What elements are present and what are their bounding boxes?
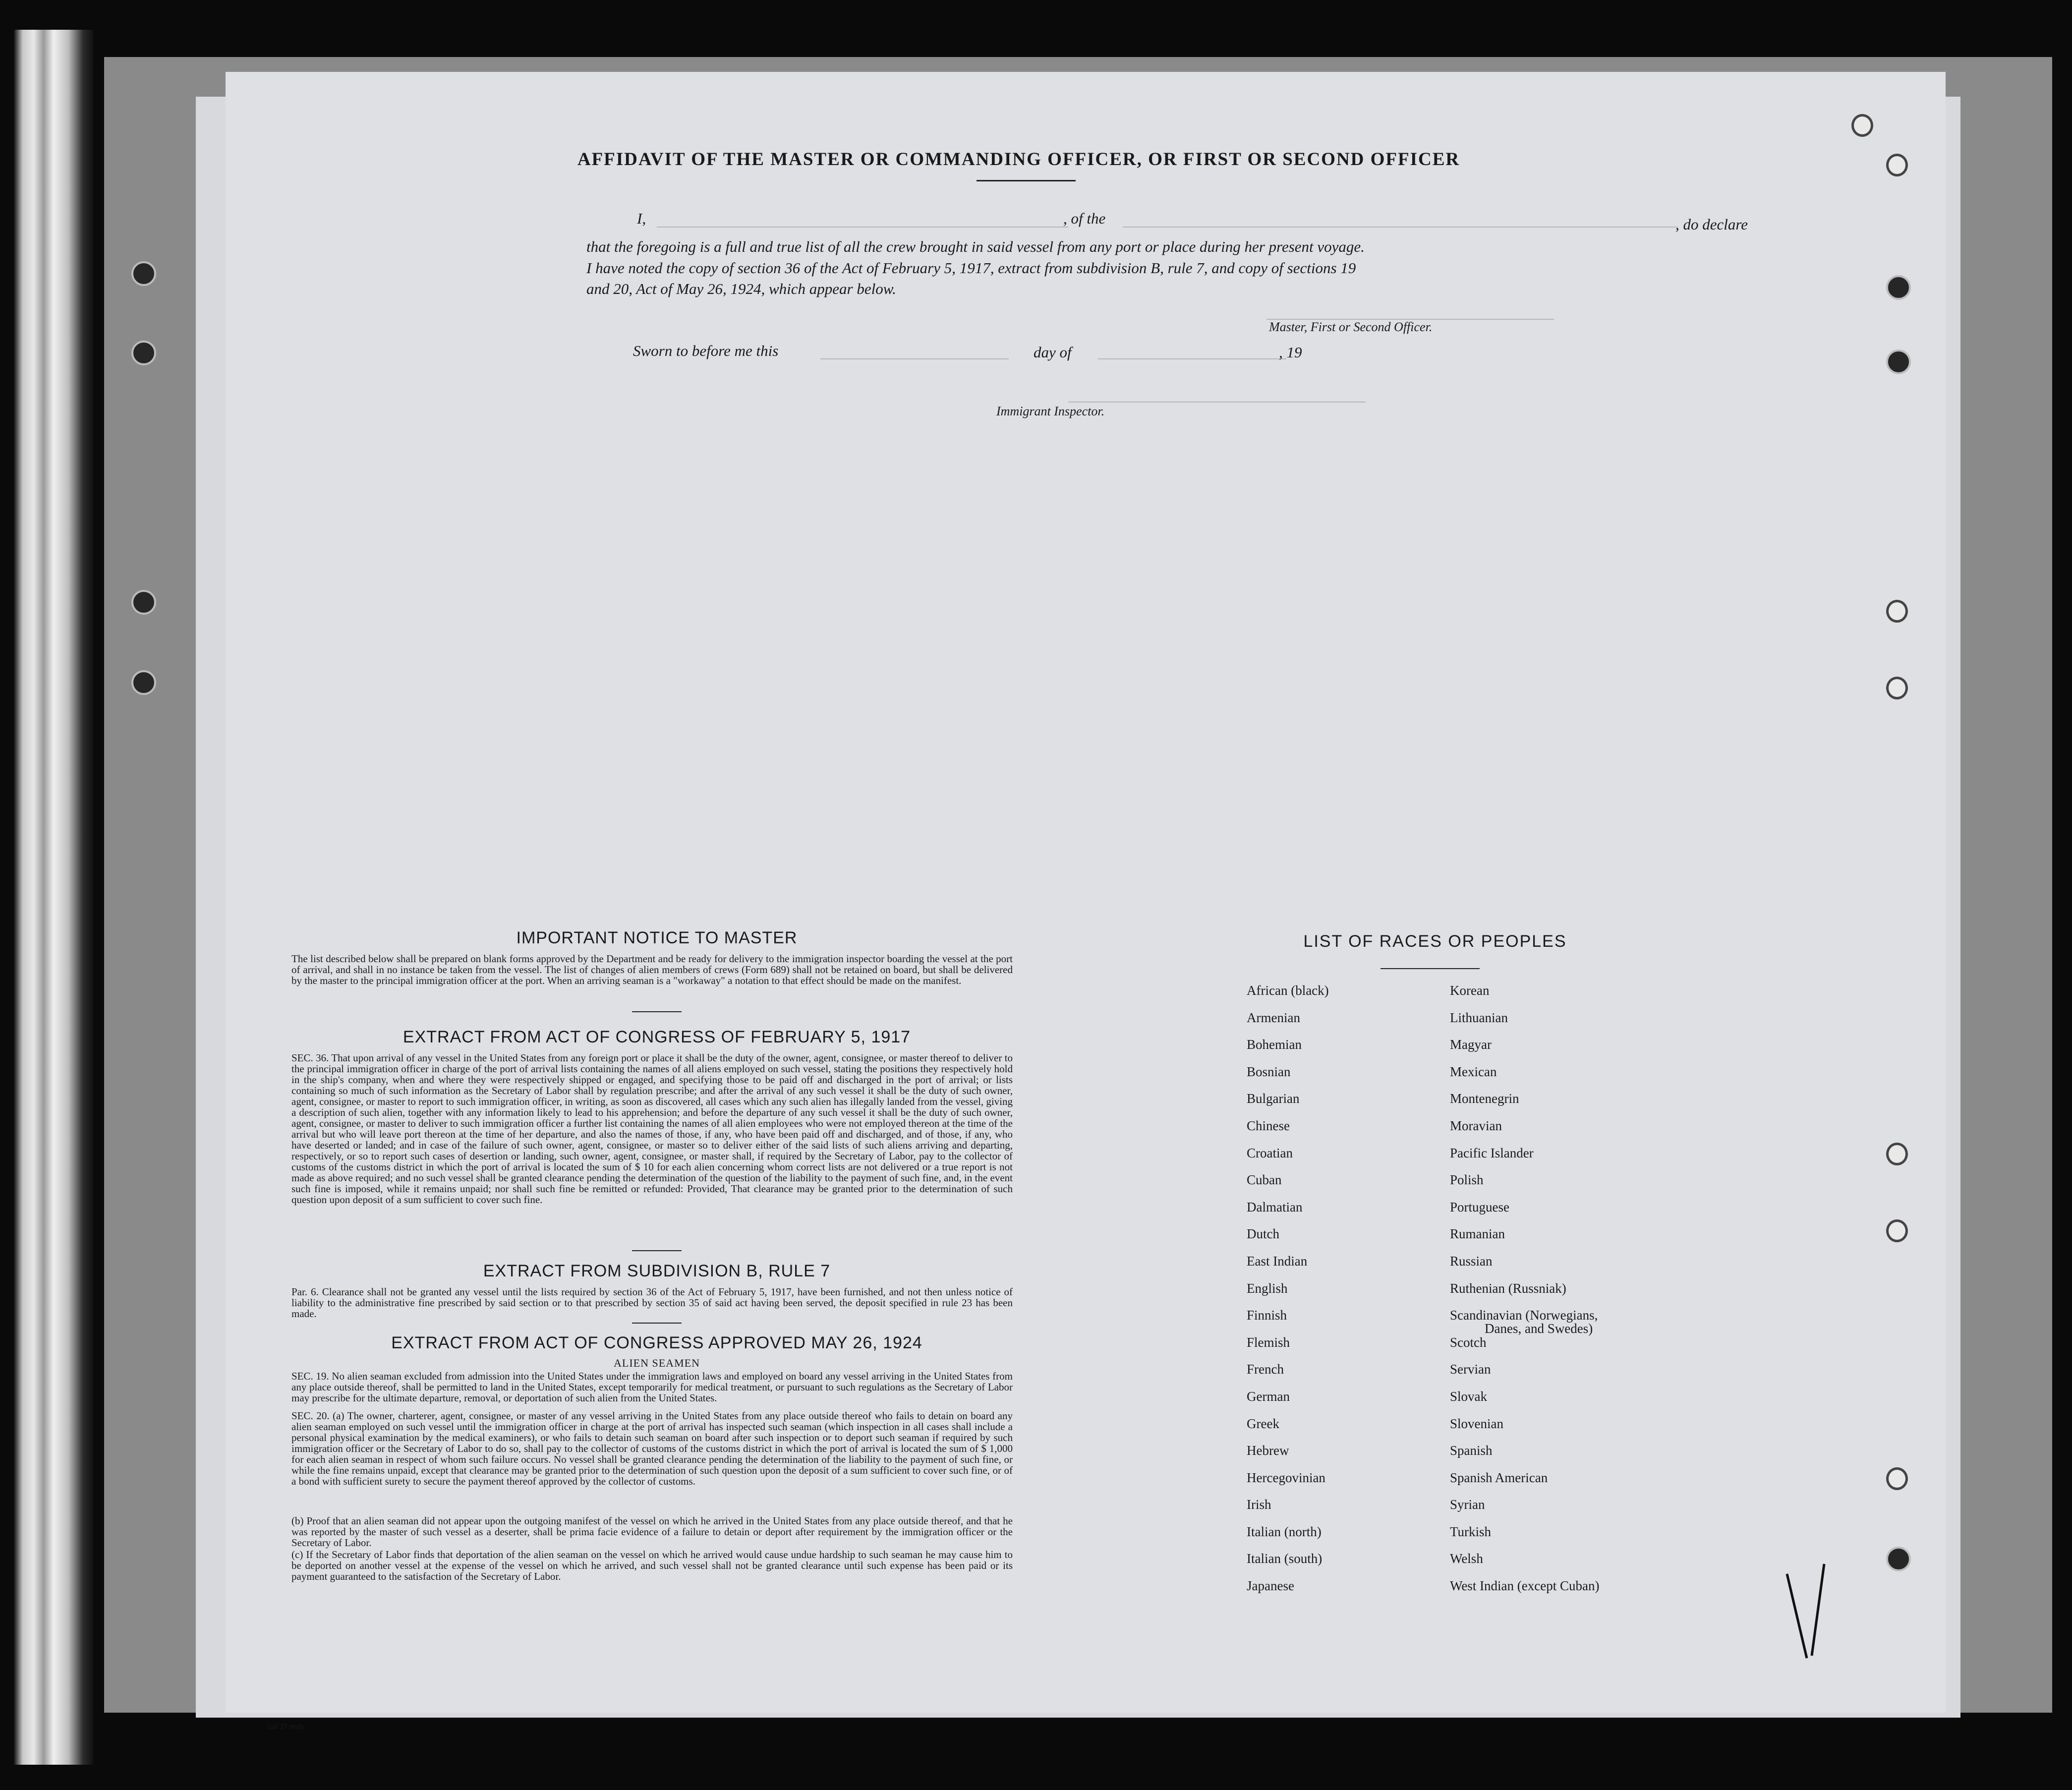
affidavit-title: AFFIDAVIT OF THE MASTER OR COMMANDING OFFICER, OR FIRST OR SECOND OFFICER bbox=[577, 149, 1460, 170]
race-item: West Indian (except Cuban) bbox=[1450, 1578, 1600, 1594]
race-item: Dutch bbox=[1247, 1226, 1279, 1242]
inspector-label: Immigrant Inspector. bbox=[996, 404, 1105, 418]
binder-hole bbox=[131, 341, 156, 365]
race-item: Irish bbox=[1247, 1497, 1271, 1512]
race-item: Bohemian bbox=[1247, 1037, 1302, 1052]
race-item: Portuguese bbox=[1450, 1199, 1509, 1214]
form-code: caf 37 vmb. bbox=[268, 1723, 305, 1731]
affidavit-line3: and 20, Act of May 26, 1924, which appear below. bbox=[586, 280, 896, 297]
race-item: Spanish American bbox=[1450, 1470, 1548, 1485]
race-item: Syrian bbox=[1450, 1497, 1485, 1512]
race-item: Armenian bbox=[1247, 1010, 1300, 1025]
affidavit-i: I, bbox=[637, 210, 646, 227]
race-item: Korean bbox=[1450, 983, 1490, 998]
sworn-text: Sworn to before me this bbox=[633, 342, 779, 359]
punch-hole bbox=[1886, 600, 1908, 623]
race-item: Slovenian bbox=[1450, 1416, 1503, 1431]
race-item: English bbox=[1247, 1280, 1288, 1296]
year-prefix: , 19 bbox=[1279, 344, 1302, 361]
punch-hole bbox=[1886, 1219, 1908, 1242]
sec20a-text: SEC. 20. (a) The owner, charterer, agent, consignee, or master of any vessel arriving in the United States from any place outside thereof who fails to detain on board any alien seaman employed on such vessel until the immigration officer in charge at the port of arrival has inspected such seaman (which inspection in all cases shall include a personal physical examination by the medical examiners), or who fails to detain such seaman on board after such inspection or to deport such seaman if required by such immigration officer or the Secretary of Labor to do so, shall pay to the collector of customs of the customs district in which the port of arrival is located the sum of $ 1,000 for each alien seaman in respect of whom such failure occurs. No vessel shall be granted clearance pending the determination of the liability to the payment of such fine, or while the fine remains unpaid, except that clearance may be granted prior to the determination of such question upon the deposit of a sum sufficient to cover such fine, or of a bond with sufficient surety to secure the payment thereof approved by the collector of customs. bbox=[291, 1410, 1013, 1487]
race-item: Bosnian bbox=[1247, 1064, 1291, 1079]
divider bbox=[632, 1011, 682, 1012]
races-column-2 bbox=[1450, 983, 1599, 1606]
race-item-continuation-text: Danes, and Swedes) bbox=[1485, 1321, 1593, 1336]
races-rule bbox=[1381, 968, 1480, 969]
race-item: Finnish bbox=[1247, 1308, 1287, 1323]
race-item: Welsh bbox=[1450, 1551, 1483, 1566]
sec19-text: SEC. 19. No alien seaman excluded from admission into the United States under the immigration laws and employed on board any vessel arriving in the United States from any place outside thereof, shall be permitted to land in the United States, except temporarily for medical treatment, or pursuant to such regulations as the Secretary of Labor may prescribe for the ultimate departure, removal, or deportation of such alien from the United States. bbox=[291, 1370, 1013, 1404]
race-item: German bbox=[1247, 1388, 1290, 1404]
race-item: Bulgarian bbox=[1247, 1091, 1300, 1106]
race-item: Dalmatian bbox=[1247, 1199, 1303, 1214]
punch-hole bbox=[1886, 349, 1911, 374]
race-item: Mexican bbox=[1450, 1064, 1497, 1079]
punch-hole bbox=[1886, 1143, 1908, 1165]
race-item: Chinese bbox=[1247, 1118, 1290, 1133]
notice-title: IMPORTANT NOTICE TO MASTER bbox=[516, 928, 798, 947]
race-item: African (black) bbox=[1247, 983, 1329, 998]
race-item: Italian (south) bbox=[1247, 1551, 1323, 1566]
binder-hole bbox=[131, 670, 156, 695]
extract-1924-title: EXTRACT FROM ACT OF CONGRESS APPROVED MAY 26, 1924 bbox=[391, 1333, 922, 1352]
inspector-signature-line bbox=[1068, 402, 1366, 403]
binder-hole bbox=[131, 590, 156, 615]
race-item: Scotch bbox=[1450, 1334, 1487, 1350]
rule7-text: Par. 6. Clearance shall not be granted any vessel until the lists required by section 36 of the Act of February 5, 1917, have been furnished, and not then unless notice of liability to the administrative fine prescribed by said section or to that prescribed by section 35 of said act having been served, the deposit specified in rule 23 has been made. bbox=[291, 1286, 1013, 1320]
divider bbox=[632, 1323, 682, 1324]
race-item: Moravian bbox=[1450, 1118, 1502, 1133]
race-item: Flemish bbox=[1247, 1334, 1290, 1350]
race-item: Servian bbox=[1450, 1362, 1491, 1377]
binder-hole bbox=[131, 261, 156, 286]
race-item: Scandinavian (Norwegians, bbox=[1450, 1308, 1598, 1323]
sec20b-text: (b) Proof that an alien seaman did not appear upon the outgoing manifest of the vessel on which he arrived in the United States from any place outside thereof, and that he was reported by the master of such vessel as a deserter, shall be prima facie evidence of a failure to detain or deport after requirement by the immigration officer or the Secretary of Labor. bbox=[291, 1515, 1013, 1549]
divider bbox=[632, 1250, 682, 1251]
month-blank bbox=[1098, 358, 1286, 359]
affidavit-of-the: , of the bbox=[1063, 210, 1106, 227]
race-item: Polish bbox=[1450, 1172, 1484, 1188]
extract-1924-subtitle: ALIEN SEAMEN bbox=[614, 1357, 700, 1369]
race-item: Slovak bbox=[1450, 1388, 1488, 1404]
race-item: Hercegovinian bbox=[1247, 1470, 1325, 1485]
race-item: Montenegrin bbox=[1450, 1091, 1519, 1106]
race-item: East Indian bbox=[1247, 1253, 1308, 1269]
sec20c-text: (c) If the Secretary of Labor finds that deportation of the alien seaman on the vessel on which he arrived would cause undue hardship to such seaman he may cause him to be deported on another vessel at the expense of the vessel on which he arrived, and such vessel shall not be granted clearance until such expense has been paid or its payment guaranteed to the satisfaction of the Secretary of Labor. bbox=[291, 1549, 1013, 1582]
day-blank bbox=[820, 358, 1009, 359]
races-title: LIST OF RACES OR PEOPLES bbox=[1303, 932, 1567, 951]
affidavit-line2: I have noted the copy of section 36 of the Act of February 5, 1917, extract from subdivision B, rule 7, and copy of sections 19 bbox=[586, 259, 1356, 277]
punch-hole bbox=[1886, 275, 1911, 300]
title-rule bbox=[977, 180, 1076, 181]
race-item: Greek bbox=[1247, 1416, 1279, 1431]
race-item: Magyar bbox=[1450, 1037, 1492, 1052]
race-item: Croatian bbox=[1247, 1145, 1293, 1160]
punch-hole bbox=[1886, 677, 1908, 699]
punch-hole bbox=[1886, 1467, 1908, 1490]
race-item: Russian bbox=[1450, 1253, 1493, 1269]
extract-1917-text: SEC. 36. That upon arrival of any vessel in the United States from any foreign port or place it shall be the duty of the owner, agent, consignee, or master thereof to deliver to the principal immigration officer in charge of the port of arrival lists containing the names of all aliens employed on such vessel, stating the positions they respectively hold in the ship's company, when and where they were respectively shipped or engaged, and specifying those to be paid off and discharged in the port of arrival; or lists containing so much of such information as the Secretary of Labor shall by regulation prescribe; and after the arrival of any such vessel it shall be the duty of such owner, agent, consignee, or master to report to such immigration officer, in writing, as soon as discovered, all cases which any such alien has illegally landed from the vessel, giving a description of such alien, together with any information likely to lead to his apprehension; and before the departure of any such vessel it shall be the duty of such owner, agent, consignee, or master to deliver to such immigration officer a further list containing the names of all alien employees who were not employed thereon at the time of the arrival but who will leave port thereon at the time of her departure, and also the names of those, if any, who have been paid off and discharged, and of those, if any, who have deserted or landed; and in case of the failure of such owner, agent, consignee, or master so to deliver either of the said lists of such aliens arriving and departing, respectively, or so to report such cases of desertion or landing, such owner, agent, consignee, or master shall, if required by the Secretary of Labor, pay to the collector of customs of the customs district in which the port of arrival is located the sum of $ 10 for each alien concerning whom correct lists are not delivered or a true report is not made as above required; and no such vessel shall be granted clearance pending the determination of the question of the liability to the payment of such fine, and, in the event such fine is imposed, while it remains unpaid; nor shall such fine be remitted or refunded: Provided, That clearance may be granted prior to the determination of such question upon deposit of a sum sufficient to cover such fine. bbox=[291, 1052, 1013, 1206]
races-column-1 bbox=[1247, 983, 1329, 1606]
race-item: Ruthenian (Russniak) bbox=[1450, 1280, 1566, 1296]
binder-edge bbox=[14, 30, 93, 1765]
race-item: Cuban bbox=[1247, 1172, 1282, 1188]
punch-hole bbox=[1851, 114, 1873, 137]
day-of-text: day of bbox=[1034, 344, 1072, 361]
race-item: Lithuanian bbox=[1450, 1010, 1508, 1025]
rule7-title: EXTRACT FROM SUBDIVISION B, RULE 7 bbox=[483, 1262, 831, 1280]
vessel-blank bbox=[1123, 227, 1678, 228]
punch-hole bbox=[1886, 154, 1908, 176]
race-item: Japanese bbox=[1247, 1578, 1294, 1594]
race-item: Turkish bbox=[1450, 1524, 1492, 1539]
race-item: French bbox=[1247, 1362, 1284, 1377]
race-item: Italian (north) bbox=[1247, 1524, 1322, 1539]
punch-hole bbox=[1886, 1547, 1911, 1571]
race-item: Pacific Islander bbox=[1450, 1145, 1534, 1160]
master-label: Master, First or Second Officer. bbox=[1269, 320, 1433, 334]
affidavit-do-declare: , do declare bbox=[1675, 216, 1748, 233]
extract-1917-title: EXTRACT FROM ACT OF CONGRESS OF FEBRUARY 5, 1917 bbox=[403, 1028, 911, 1046]
manifest-page bbox=[226, 72, 1946, 1731]
race-item: Hebrew bbox=[1247, 1443, 1289, 1458]
race-item: Rumanian bbox=[1450, 1226, 1505, 1242]
handwritten-check-mark bbox=[1777, 1559, 1837, 1668]
affidavit-line1: that the foregoing is a full and true list of all the crew brought in said vessel from any port or place during her present voyage. bbox=[586, 238, 1365, 255]
race-item-continuation bbox=[1485, 1321, 1593, 1348]
notice-text: The list described below shall be prepared on blank forms approved by the Department and be ready for delivery to the immigration inspector boarding the vessel at the port of arrival, and shall in no instance be taken from the vessel. The list of changes of alien members of crews (Form 689) shall not be retained on board, but shall be delivered by the master to the principal immigration officer at the port. When an arriving seaman is a "workaway" a notation to that effect should be made on the manifest. bbox=[291, 953, 1013, 986]
name-blank bbox=[657, 227, 1068, 228]
race-item: Spanish bbox=[1450, 1443, 1493, 1458]
